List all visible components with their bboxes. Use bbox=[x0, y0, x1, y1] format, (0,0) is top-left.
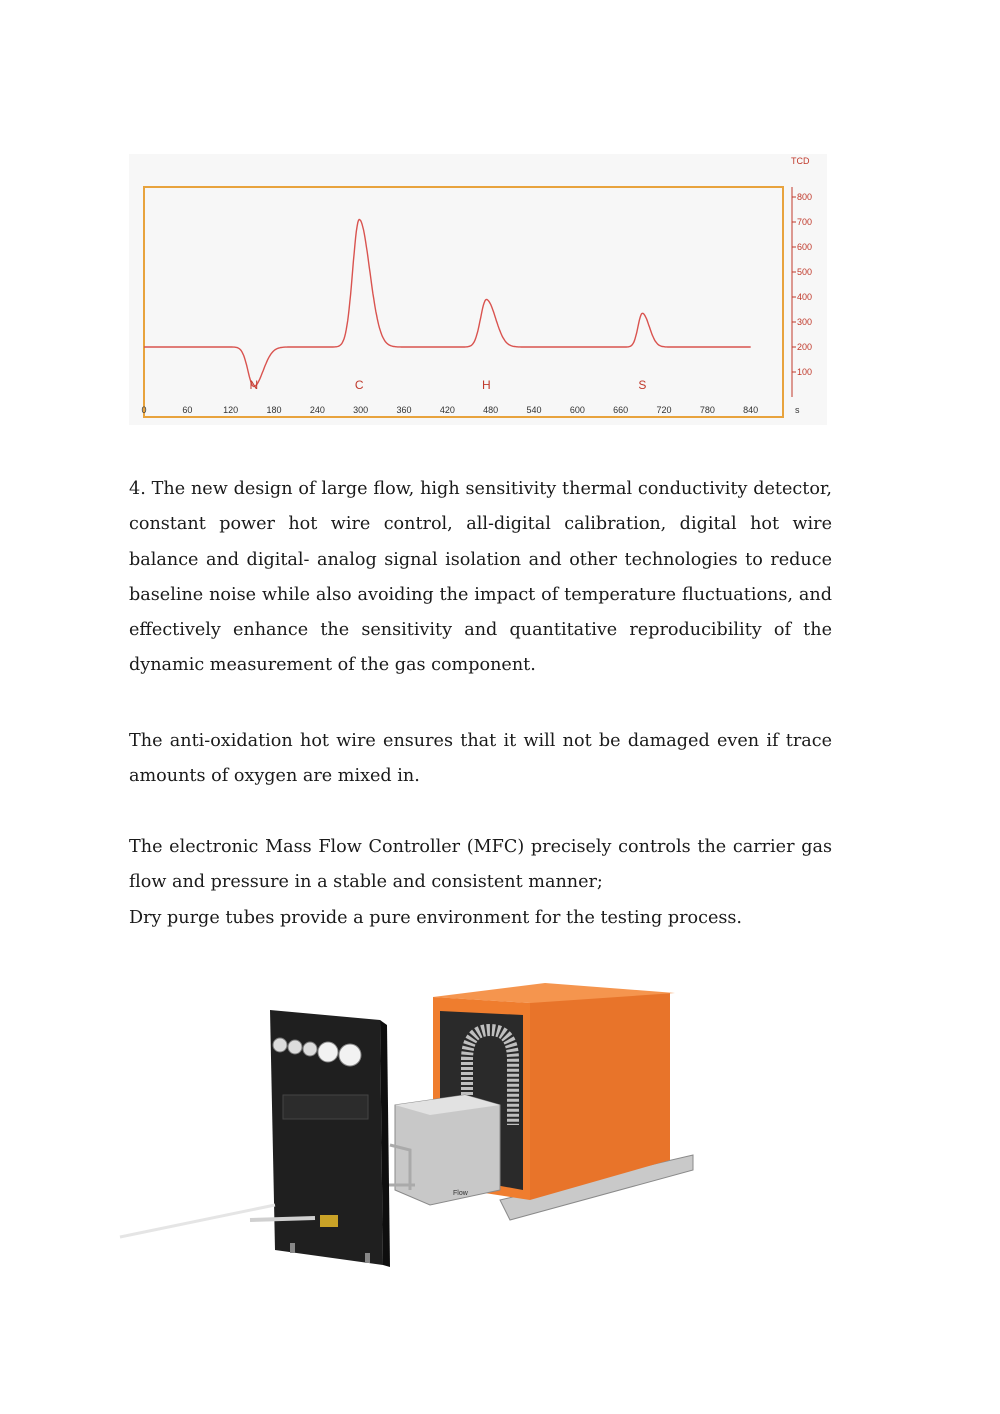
y-tick-label: 800 bbox=[797, 192, 813, 202]
paragraph-tcd-design: 4. The new design of large flow, high sensitivity thermal conductivity detector, constant power hot wire control, all-digital calibration, digital hot wire balance and digital- analog signal isolation and other technologies to reduce baseline noise while also avoiding the impact of temperature fluctuations, and effectively enhance the sensitivity and quantitative reproducibility of the dynamic measurement of the gas component. bbox=[129, 479, 832, 676]
x-tick-label: 60 bbox=[182, 405, 193, 415]
tcd-signal-line bbox=[144, 220, 751, 387]
x-tick-label: 360 bbox=[396, 405, 412, 415]
x-tick-label: 780 bbox=[699, 405, 715, 415]
fitting-2 bbox=[288, 1040, 302, 1054]
fitting-5 bbox=[339, 1044, 361, 1066]
detector-module-image bbox=[115, 975, 715, 1275]
x-tick-label: 300 bbox=[353, 405, 369, 415]
x-tick-label: 720 bbox=[656, 405, 672, 415]
x-tick-label: 660 bbox=[613, 405, 629, 415]
brass-fitting bbox=[320, 1215, 338, 1227]
tcd-chromatogram-chart bbox=[129, 154, 827, 425]
x-tick-label: 0 bbox=[141, 405, 147, 415]
fitting-4 bbox=[318, 1042, 338, 1062]
x-tick-label: 600 bbox=[569, 405, 585, 415]
peak-label-s: S bbox=[638, 378, 647, 392]
y-tick-label: 700 bbox=[797, 217, 813, 227]
y-tick-labels bbox=[792, 192, 812, 377]
plot-frame bbox=[144, 187, 783, 417]
paragraph-anti-oxidation: The anti-oxidation hot wire ensures that it will not be damaged even if trace amounts of oxygen are mixed in. bbox=[129, 731, 832, 787]
paragraph-mfc: The electronic Mass Flow Controller (MFC) precisely controls the carrier gas flow and pressure in a stable and consistent manner; bbox=[129, 837, 832, 893]
panel-foot-left bbox=[290, 1243, 295, 1253]
y-tick-label: 300 bbox=[797, 317, 813, 327]
y-tick-label: 500 bbox=[797, 267, 813, 277]
x-tick-label: 420 bbox=[439, 405, 455, 415]
x-tick-label: 540 bbox=[526, 405, 542, 415]
y-tick-label: 200 bbox=[797, 342, 813, 352]
x-tick-label: 180 bbox=[266, 405, 282, 415]
outlet-tube-2 bbox=[250, 1218, 315, 1220]
paragraph-dry-purge: Dry purge tubes provide a pure environment for the testing process. bbox=[129, 908, 743, 928]
y-tick-label: 600 bbox=[797, 242, 813, 252]
y-unit-label: TCD bbox=[791, 156, 810, 166]
x-tick-label: 120 bbox=[223, 405, 239, 415]
peak-label-n: N bbox=[249, 378, 259, 392]
x-tick-label: 480 bbox=[483, 405, 499, 415]
fitting-3 bbox=[303, 1042, 317, 1056]
x-tick-labels bbox=[141, 405, 758, 415]
flow-label: Flow bbox=[453, 1190, 468, 1197]
y-tick-label: 400 bbox=[797, 292, 813, 302]
peak-label-h: H bbox=[481, 378, 491, 392]
x-tick-label: 240 bbox=[309, 405, 325, 415]
chart-svg bbox=[129, 154, 827, 425]
fitting-1 bbox=[273, 1038, 287, 1052]
panel-foot-right bbox=[365, 1253, 370, 1263]
y-tick-label: 100 bbox=[797, 367, 813, 377]
x-tick-label: 840 bbox=[743, 405, 759, 415]
peak-label-c: C bbox=[354, 378, 364, 392]
x-unit-label: s bbox=[795, 405, 800, 415]
peak-labels bbox=[249, 378, 646, 392]
panel-label-strip bbox=[283, 1095, 368, 1119]
